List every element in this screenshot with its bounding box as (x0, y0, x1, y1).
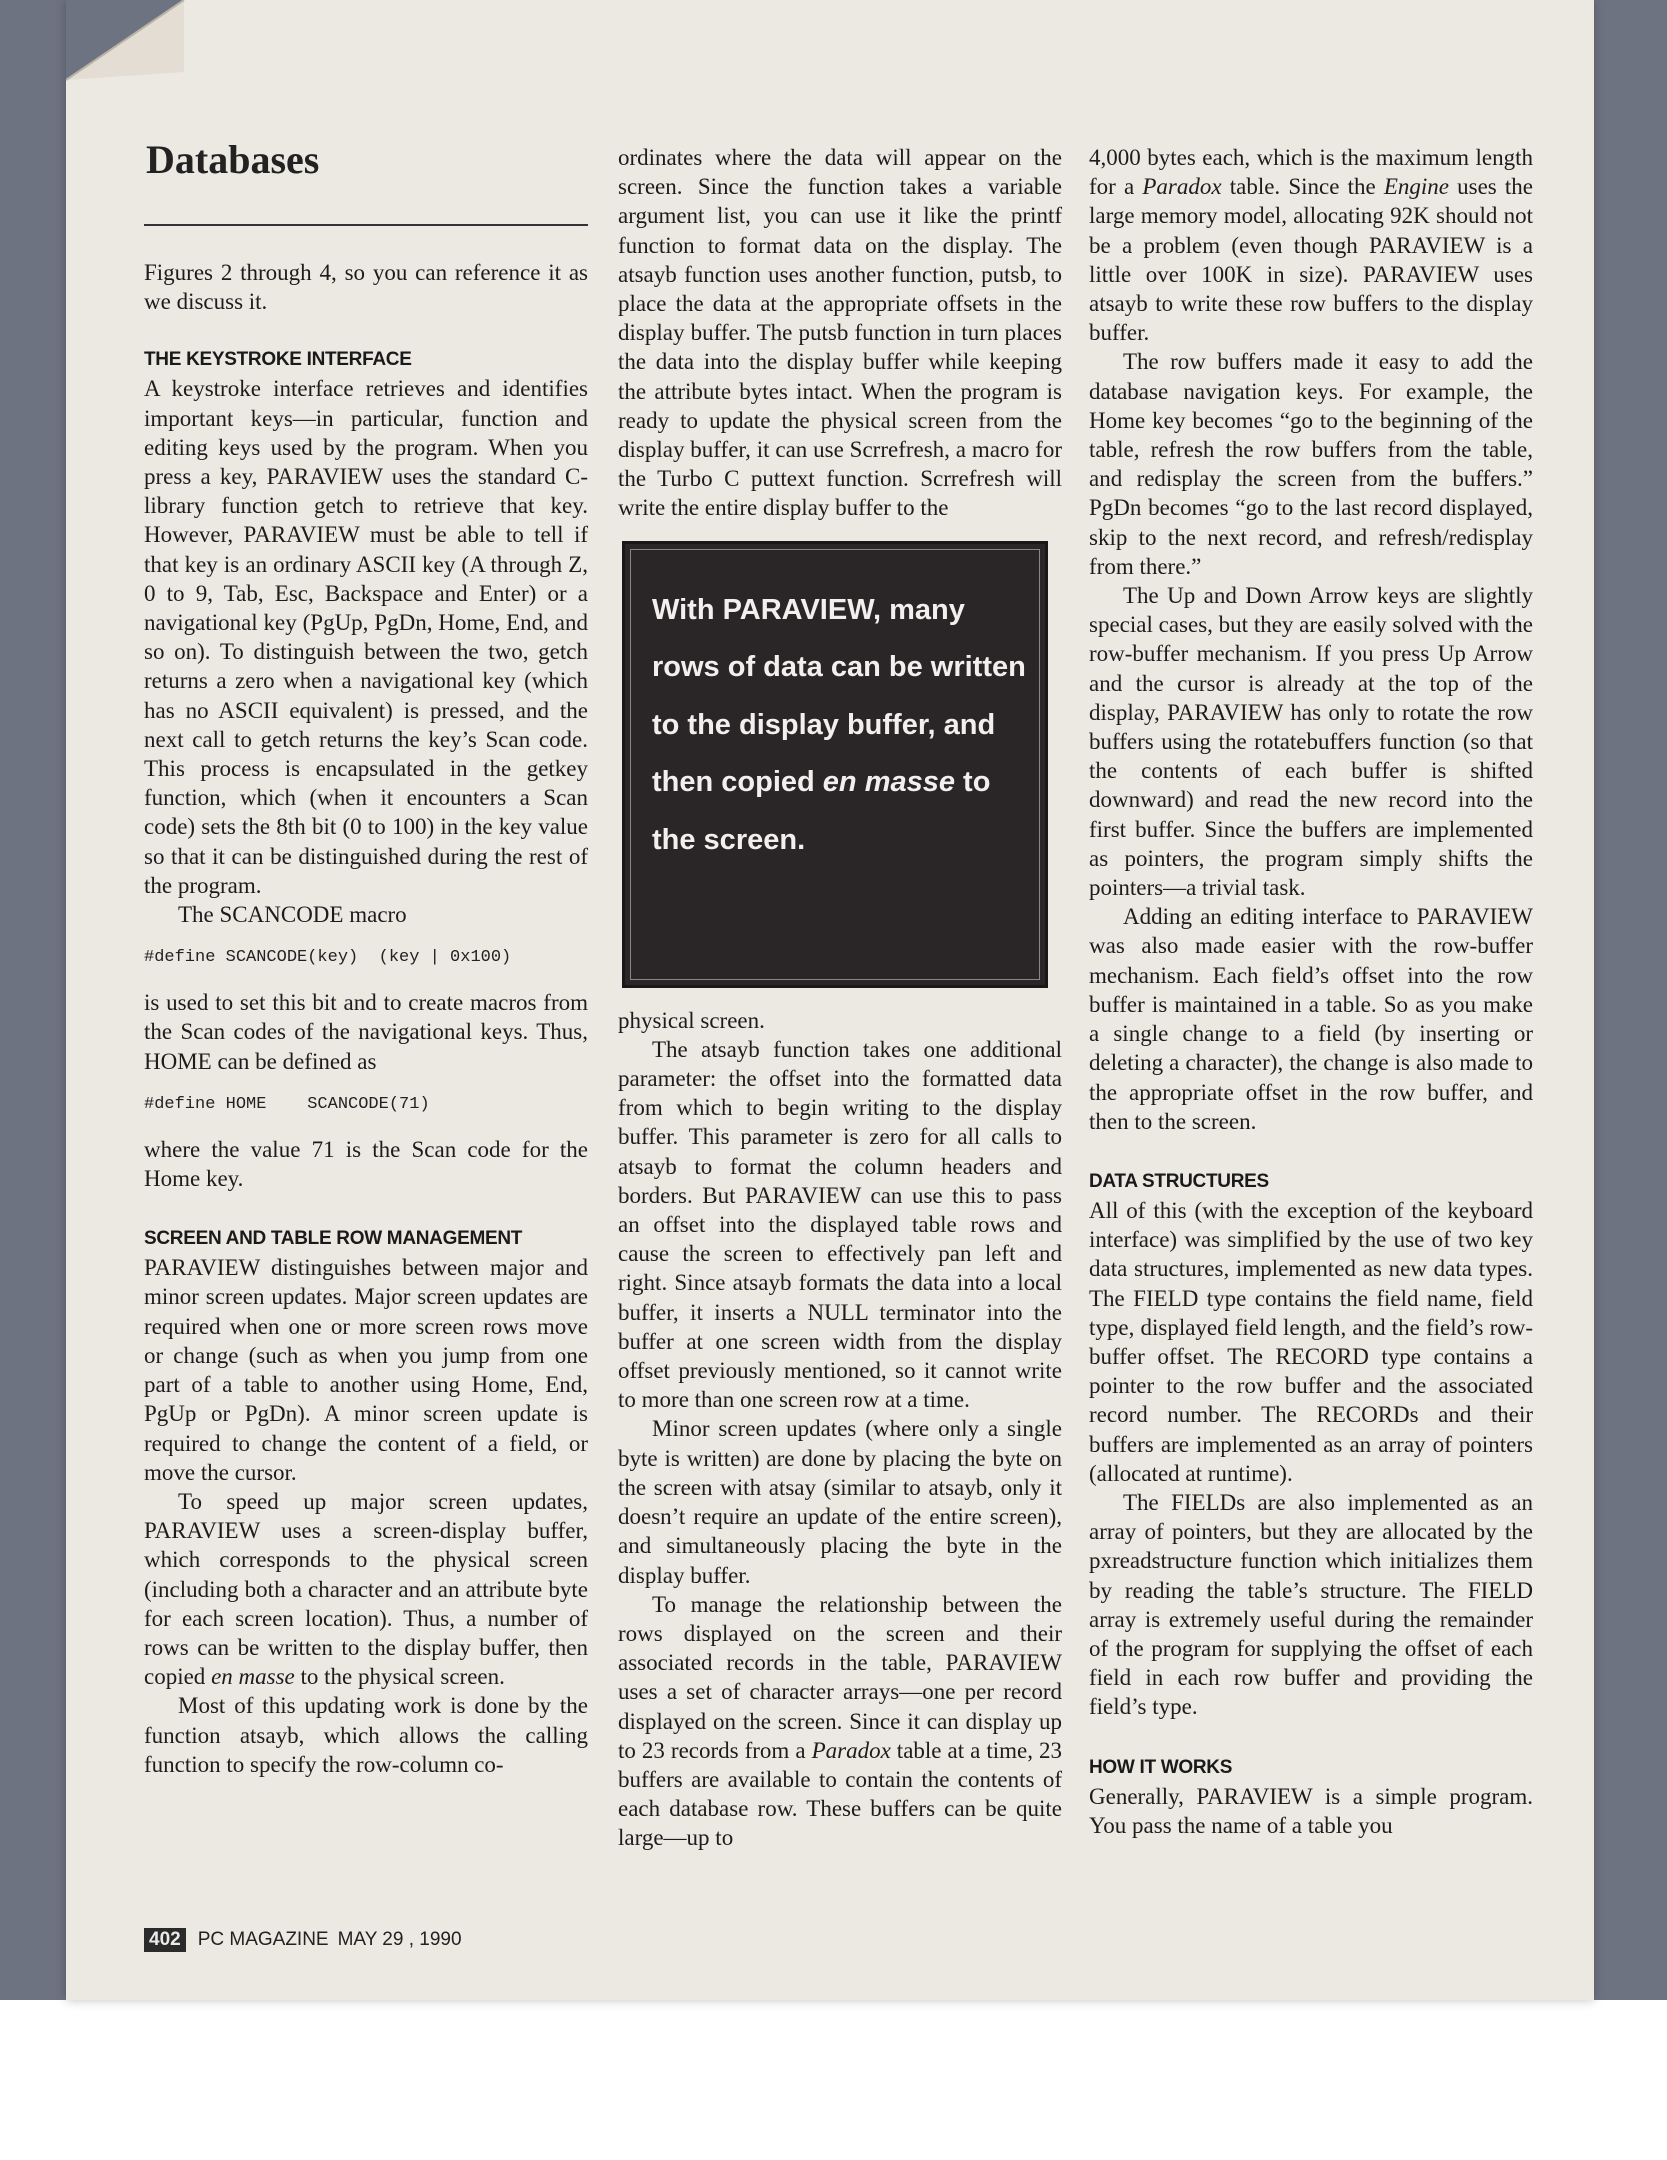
magazine-page (66, 0, 1594, 2000)
manage-paragraph: To manage the relationship between the rows displayed on the screen and their associated records in the table, PARAVIEW uses a set of character arrays—one per record displayed on the screen. Since it can display up to 23 records from a Paradox table at a time, 23 buffers are available to contain the contents of each database row. These buffers can be quite large—up to (618, 1591, 1063, 1851)
how-it-works-paragraph: Generally, PARAVIEW is a simple program. You pass the name of a table you (1089, 1783, 1533, 1838)
column-2 (618, 143, 1062, 1853)
keystroke-heading: THE KEYSTROKE INTERFACE (144, 349, 412, 371)
fields-paragraph: The FIELDs are also implemented as an array of pointers, but they are allocated by the pxreadstructure function which initializes them by reading the table’s structure. The FIELD array is extremely useful during the remainder of the program for supplying the offset of each field in each row buffer and providing the field’s type. (1089, 1489, 1533, 1720)
how-it-works-heading: HOW IT WORKS (1089, 1756, 1233, 1778)
data-structures-paragraph: All of this (with the exception of the keyboard interface) was simplified by the use of two key data structures, implemented as new data types. The FIELD type contains the field name, field type, displayed field length, and the field’s row-buffer offset. The RECORD type contains a pointer to the row buffer and the associated record number. The RECORDs and their buffers are implemented as an array of pointers (allocated at runtime). (1089, 1197, 1533, 1486)
publication-name: PC MAGAZINE (197, 1929, 329, 1950)
column-3 (1089, 143, 1533, 1840)
home-code: #define HOME SCANCODE(71) (144, 1094, 430, 1114)
physical-screen-line: physical screen. (618, 1007, 765, 1033)
section-title: Databases (146, 137, 320, 182)
scancode-use-paragraph: is used to set this bit and to create macros from the Scan codes of the navigational keys. Thus, HOME can be defined as (144, 990, 588, 1074)
col2-continuation: ordinates where the data will appear on the screen. Since the function takes a variable argument list, you can use it like the printf function to format data on the display. The atsayb function uses another function, putsb, to place the data at the appropriate offsets in the display buffer. The putsb function in turn places the data into the display buffer while keeping the attribute bytes intact. When the program is ready to update the physical screen from the display buffer, it can use Scrrefresh, a macro for the Turbo C puttext function. Scrrefresh will write the entire display buffer to the (618, 145, 1062, 521)
atsayb-paragraph: The atsayb function takes one additional parameter: the offset into the formatted data from which to begin writing to the display buffer. This parameter is zero for all calls to atsayb to format the column headers and borders. But PARAVIEW can use this to pass an offset into the displayed table rows and cause the screen to effectively pan left and right. Since atsayb formats the data into a local buffer, it inserts a NULL terminator into the buffer at one screen width from the display offset previously mentioned, so it cannot write to more than one screen row at a time. (618, 1036, 1062, 1413)
screen-paragraph-2: To speed up major screen updates, PARAVIEW uses a screen-display buffer, which corresponds to the physical screen (including both a character and an attribute byte for each screen location). Thus, a number of rows can be written to the display buffer, then copied en masse to the physical screen. (144, 1488, 588, 1690)
home-paragraph: where the value 71 is the Scan code for the Home key. (144, 1136, 588, 1192)
col3-continuation: 4,000 bytes each, which is the maximum length for a Paradox table. Since the Engine uses the large memory model, allocating 92K should not be a problem (even though PARAVIEW is a little over 100K in size). PARAVIEW uses atsayb to write these row buffers to the display buffer. (1089, 145, 1533, 346)
keystroke-paragraph: A keystroke interface retrieves and identifies important keys—in particular, function and editing keys used by the program. When you press a key, PARAVIEW uses the standard C-library function getch to retrieve that key. However, PARAVIEW must be able to tell if that key is an ordinary ASCII key (A through Z, 0 to 9, Tab, Esc, Backspace and Enter) or a navigational key (PgUp, PgDn, Home, End, and so on). To distinguish between the two, getch returns a zero when a navigational key (which has no ASCII equivalent) is pressed, and the next call to getch returns the key’s Scan code. This process is encapsulated in the getkey function, which (when it encounters a Scan code) sets the 8th bit (0 to 100) in the key value so that it can be distinguished during the rest of the program. (144, 376, 588, 898)
page-footer (144, 1928, 462, 1952)
scancode-code: #define SCANCODE(key) (key | 0x100) (144, 948, 512, 968)
arrow-keys-paragraph: The Up and Down Arrow keys are slightly special cases, but they are easily solved with the row-buffer mechanism. If you press Up Arrow and the cursor is already at the top of the display, PARAVIEW has only to rotate the row buffers using the rotatebuffers function (so that the contents of each buffer is shifted downward) and read the new record into the first buffer. Since the buffers are implemented as pointers, the program simply shifts the pointers—a trivial task. (1089, 583, 1533, 901)
pull-quote: With PARAVIEW, many rows of data can be written to the display buffer, and then copied en masse to the screen. (652, 593, 1026, 856)
screen-heading: SCREEN AND TABLE ROW MANAGEMENT (144, 1228, 523, 1250)
title-rule (144, 224, 588, 226)
row-buffers-paragraph: The row buffers made it easy to add the database navigation keys. For example, the Home key becomes “go to the beginning of the table, refresh the row buffers from the table, and redisplay the screen from the buffers.” PgDn becomes “go to the last record displayed, skip to the next record, and refresh/redisplay from there.” (1089, 349, 1533, 579)
issue-date: MAY 29 , 1990 (337, 1929, 462, 1950)
page-number: 402 (144, 1928, 186, 1952)
pull-quote-box (622, 541, 1048, 988)
intro-paragraph: Figures 2 through 4, so you can reference it as we discuss it. (144, 260, 588, 315)
folded-corner (66, 0, 256, 120)
data-structures-heading: DATA STRUCTURES (1089, 1170, 1269, 1192)
minor-updates-paragraph: Minor screen updates (where only a single byte is written) are done by placing the byte on the screen with atsay (similar to atsayb, only it doesn’t require an update of the entire screen), and simultaneously placing the byte in the display buffer. (618, 1416, 1062, 1588)
screen-paragraph-3: Most of this updating work is done by the function atsayb, which allows the calling function to specify the row-column co- (144, 1693, 588, 1777)
column-1 (144, 258, 588, 1779)
scancode-intro: The SCANCODE macro (178, 902, 407, 928)
screen-paragraph-1: PARAVIEW distinguishes between major and minor screen updates. Major screen updates are required when one or more screen rows move or change (such as when you jump from one part of a table to another using Home, End, PgUp or PgDn). A minor screen update is required to change the content of a field, or move the cursor. (144, 1255, 588, 1485)
editing-paragraph: Adding an editing interface to PARAVIEW was also made easier with the row-buffer mechanism. Each field’s offset into the row buffer is maintained in a table. So as you make a single change to a field (by inserting or deleting a character), the change is also made to the appropriate offset in the row buffer, and then to the screen. (1089, 904, 1533, 1134)
